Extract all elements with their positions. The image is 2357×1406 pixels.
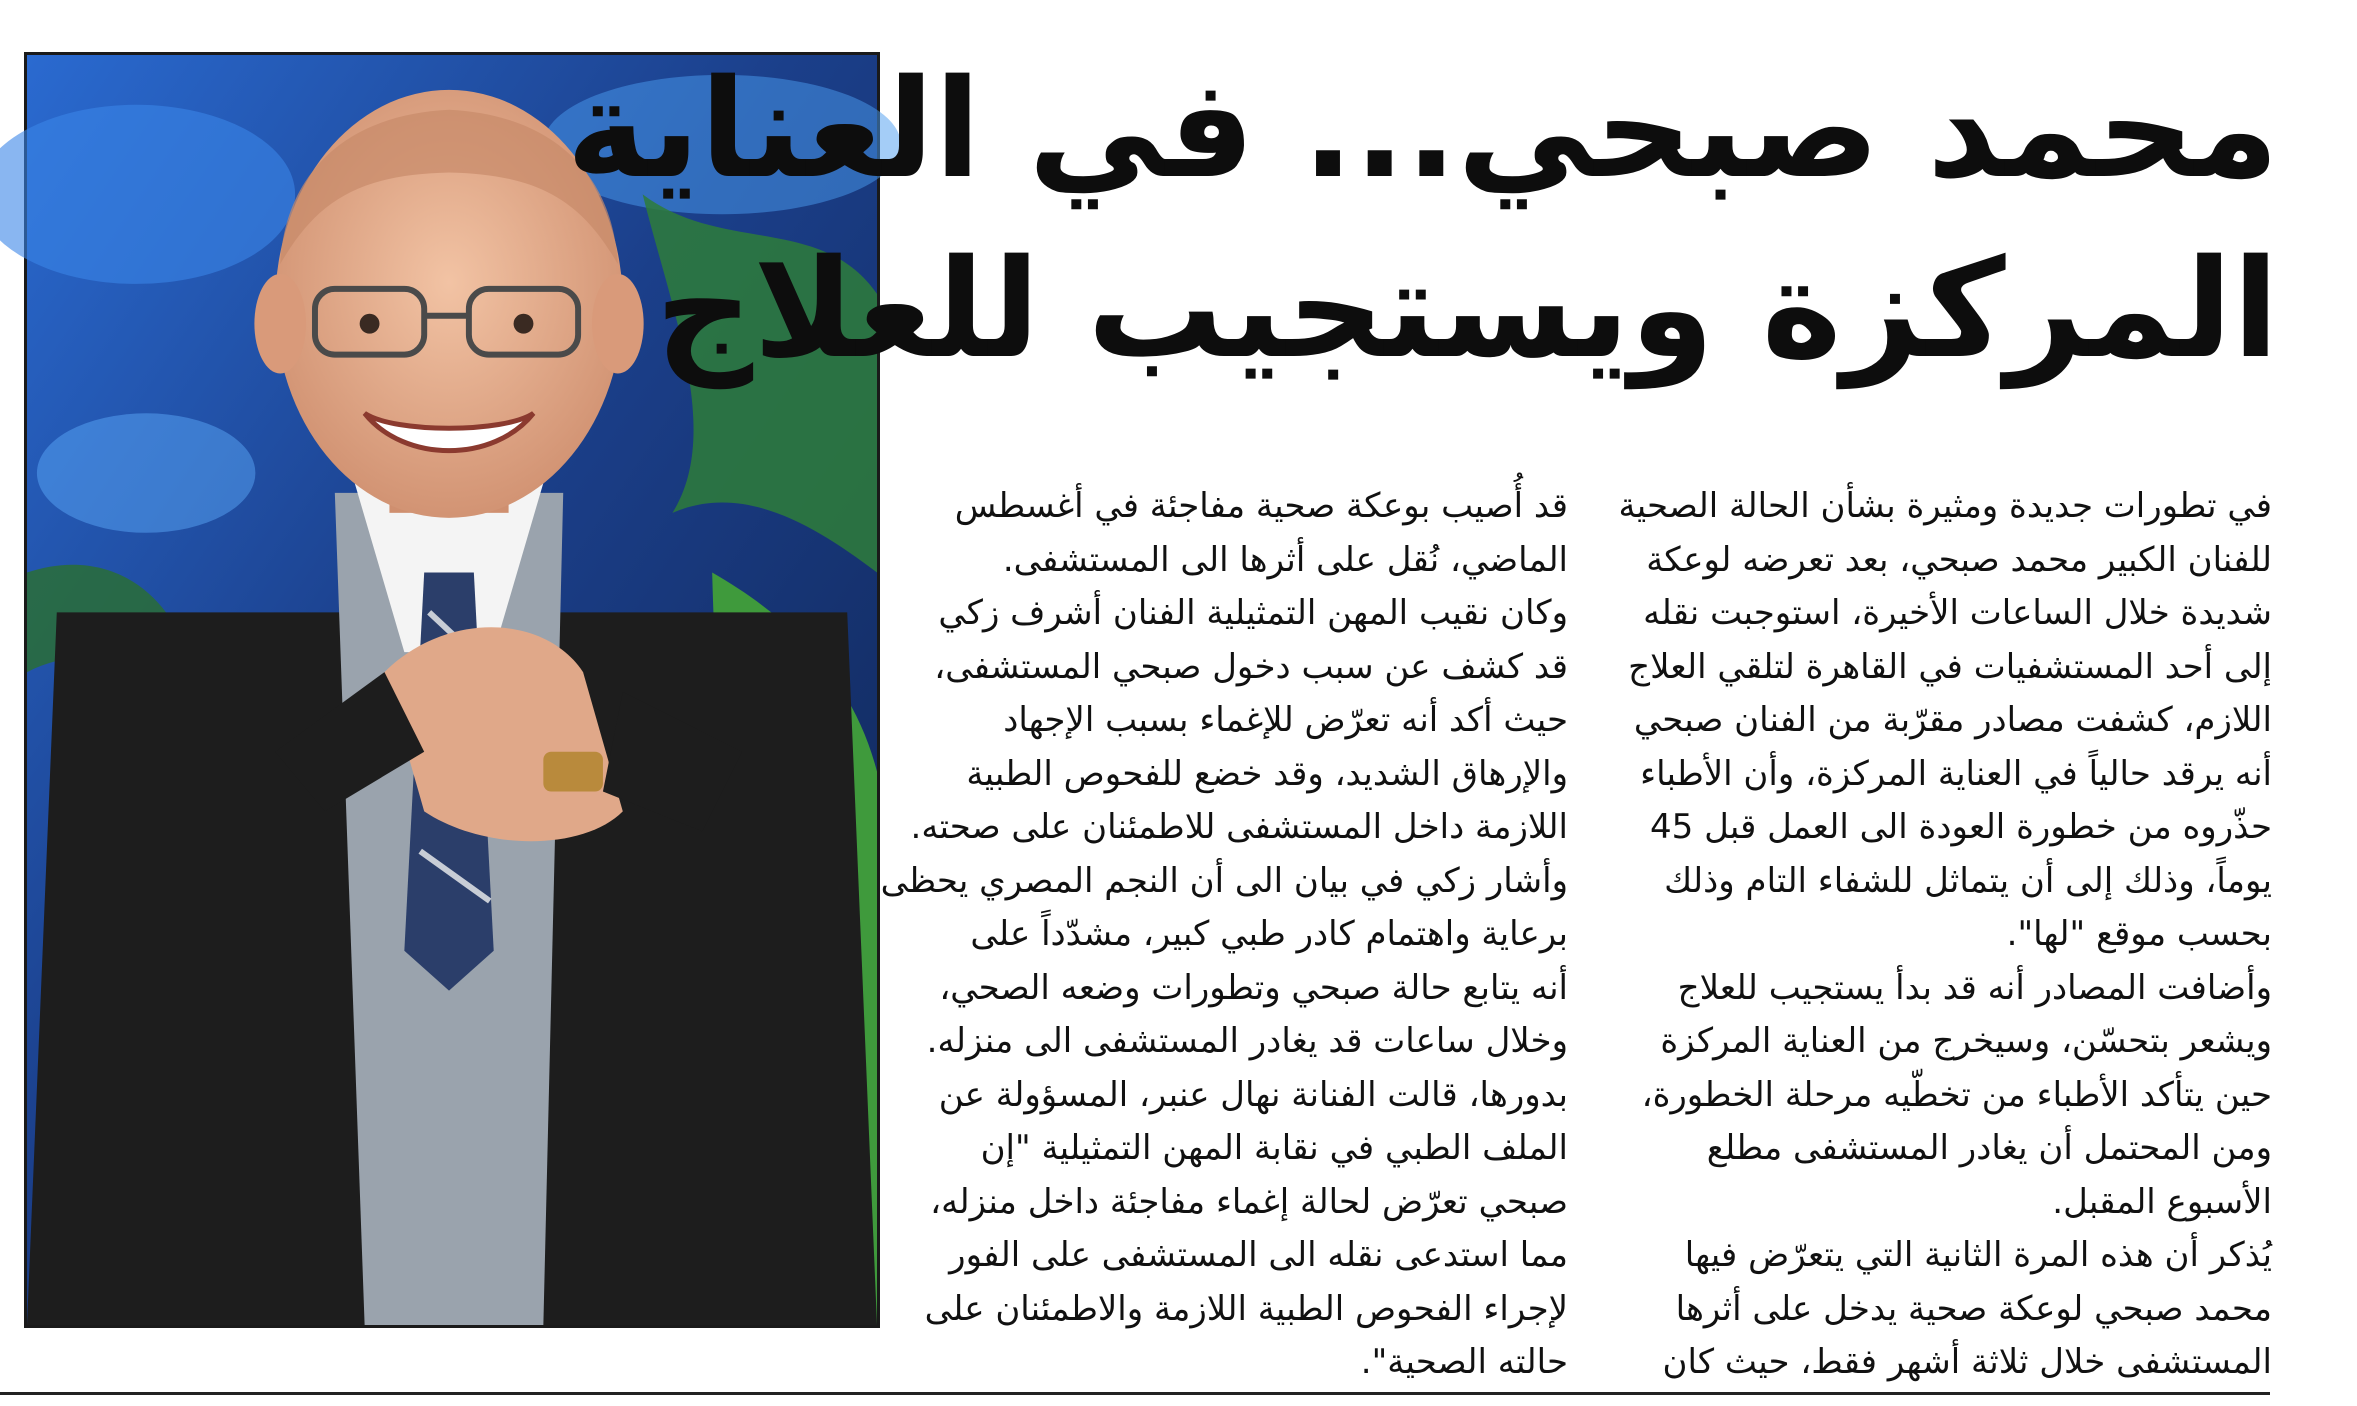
text-line: اللازم، كشفت مصادر مقرّبة من الفنان صبحي: [1633, 700, 2272, 740]
text-line: يُذكر أن هذه المرة الثانية التي يتعرّض فيها: [1684, 1235, 2272, 1275]
text-line: وأشار زكي في بيان الى أن النجم المصري يحظى: [880, 860, 1568, 901]
text-line: حذّروه من خطورة العودة الى العمل قبل 45: [1650, 807, 2272, 847]
text-line: حيث أكد أنه تعرّض للإغماء بسبب الإجهاد: [1003, 700, 1568, 740]
text-line: أنه يتابع حالة صبحي وتطورات وضعه الصحي،: [939, 967, 1568, 1008]
text-line: وأضافت المصادر أنه قد بدأ يستجيب للعلاج: [1677, 967, 2272, 1008]
text-line: بحسب موقع "لها".: [2006, 914, 2272, 954]
text-line: للفنان الكبير محمد صبحي، بعد تعرضه لوعكة: [1646, 539, 2272, 580]
text-line: ويشعر بتحسّن، وسيخرج من العناية المركزة: [1660, 1021, 2272, 1061]
text-line: اللازمة داخل المستشفى للاطمئنان على صحته.: [910, 807, 1568, 847]
text-line: في تطورات جديدة ومثيرة بشأن الحالة الصحية: [1618, 486, 2272, 526]
text-line: بدورها، قالت الفنانة نهال عنبر، المسؤولة عن: [938, 1074, 1568, 1115]
ear: [592, 274, 644, 374]
text-line: لإجراء الفحوص الطبية اللازمة والاطمئنان على: [924, 1288, 1568, 1329]
text-line: أنه يرقد حالياً في العناية المركزة، وأن الأطباء: [1640, 753, 2272, 794]
bokeh-light: [37, 413, 255, 532]
text-line: الأسبوع المقبل.: [2052, 1181, 2272, 1222]
bottom-rule: [0, 1392, 2270, 1395]
text-line: قد أُصيب بوعكة صحية مفاجئة في أغسطس: [954, 486, 1568, 526]
text-line: شديدة خلال الساعات الأخيرة، استوجبت نقله: [1643, 593, 2272, 633]
eye: [360, 314, 380, 334]
text-line: إلى أحد المستشفيات في القاهرة لتلقي العلاج: [1628, 646, 2272, 687]
text-line: قد كشف عن سبب دخول صبحي المستشفى،: [934, 646, 1568, 687]
text-line: حين يتأكد الأطباء من تخطّيه مرحلة الخطورة،: [1641, 1074, 2272, 1115]
text-line: برعاية واهتمام كادر طبي كبير، مشدّداً على: [970, 914, 1568, 954]
text-line: الملف الطبي في نقابة المهن التمثيلية "إن: [980, 1128, 1568, 1168]
text-line: المستشفى خلال ثلاثة أشهر فقط، حيث كان: [1662, 1342, 2272, 1382]
wristwatch: [543, 752, 603, 792]
text-line: الماضي، نُقل على أثرها الى المستشفى.: [1002, 539, 1568, 580]
article-column-left: [880, 480, 1568, 1382]
text-line: ومن المحتمل أن يغادر المستشفى مطلع: [1706, 1128, 2272, 1168]
text-line: حالته الصحية".: [1360, 1342, 1568, 1382]
text-line: وخلال ساعات قد يغادر المستشفى الى منزله.: [926, 1021, 1568, 1061]
headline-line-2: المركزة ويستجيب للعلاج: [655, 231, 2279, 389]
ear: [254, 274, 306, 374]
eye: [514, 314, 534, 334]
text-line: صبحي تعرّض لحالة إغماء مفاجئة داخل منزله،: [930, 1181, 1568, 1222]
article-column-right: [1618, 480, 2272, 1382]
headline: [566, 40, 2279, 400]
headline-line-1: محمد صبحي... في العناية: [566, 51, 2279, 209]
text-line: والإرهاق الشديد، وقد خضع للفحوص الطبية: [966, 753, 1568, 794]
text-line: محمد صبحي لوعكة صحية يدخل على أثرها: [1675, 1288, 2272, 1329]
text-line: يوماً، وذلك إلى أن يتماثل للشفاء التام وذلك: [1664, 860, 2272, 901]
text-line: وكان نقيب المهن التمثيلية الفنان أشرف زكي: [938, 593, 1568, 633]
text-line: مما استدعى نقله الى المستشفى على الفور: [949, 1235, 1568, 1275]
